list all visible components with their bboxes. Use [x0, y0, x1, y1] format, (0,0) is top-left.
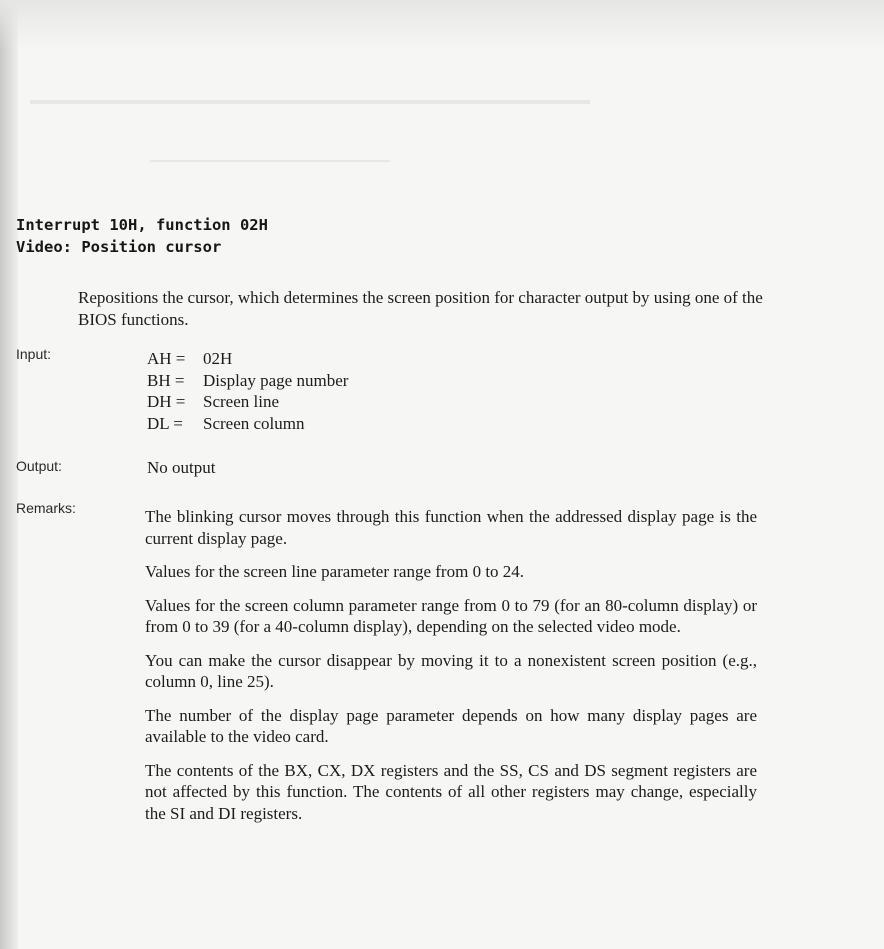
- page-top-shadow: [0, 0, 884, 50]
- remark-paragraph: Values for the screen line parameter range from 0 to 24.: [145, 562, 525, 581]
- remark-paragraph: You can make the cursor disappear by moving it to a nonexistent screen position (e.g., column 0, line 25).: [145, 650, 757, 691]
- remark-paragraph: The blinking cursor moves through this function when the addressed display page is the current display page.: [145, 507, 757, 548]
- output-label: Output:: [16, 458, 62, 474]
- output-value: No output: [147, 458, 216, 477]
- remark-paragraph: Values for the screen column parameter range from 0 to 79 (for an 80-column display) or from 0 to 39 (for a 40-column display), depending on the selected video mode.: [145, 595, 757, 636]
- register-name: BH =: [147, 370, 185, 390]
- register-value: Display page number: [203, 370, 349, 390]
- remark-paragraph: The number of the display page parameter depends on how many display pages are available to the video card.: [145, 705, 757, 746]
- bleed-through-text: [30, 100, 590, 104]
- input-label: Input:: [16, 346, 52, 362]
- remarks-list: [145, 506, 757, 836]
- register-value: Screen line: [203, 392, 279, 411]
- register-row: [147, 348, 348, 370]
- page-edge-shadow: [0, 0, 18, 949]
- intro-paragraph: Repositions the cursor, which determines the screen position for character output by using one of the BIOS functions.: [78, 288, 763, 329]
- input-register-list: [147, 348, 348, 434]
- register-name: AH =: [147, 349, 186, 368]
- heading-line-title: Video: Position cursor: [16, 238, 222, 256]
- bleed-through-text: [150, 160, 390, 162]
- register-row: [147, 370, 348, 392]
- register-row: [147, 391, 348, 413]
- heading-line-interrupt: Interrupt 10H, function 02H: [16, 216, 268, 234]
- register-value: 02H: [203, 349, 233, 368]
- register-row: [147, 413, 348, 435]
- remark-paragraph: The contents of the BX, CX, DX registers and the SS, CS and DS segment registers are not affected by this function. The contents of all other registers may change, especially the SI and DI registers.: [145, 760, 757, 823]
- section-heading: [16, 214, 268, 258]
- remarks-label: Remarks:: [16, 500, 76, 516]
- register-name: DL =: [147, 413, 183, 433]
- register-name: DH =: [147, 392, 186, 411]
- register-value: Screen column: [203, 413, 305, 433]
